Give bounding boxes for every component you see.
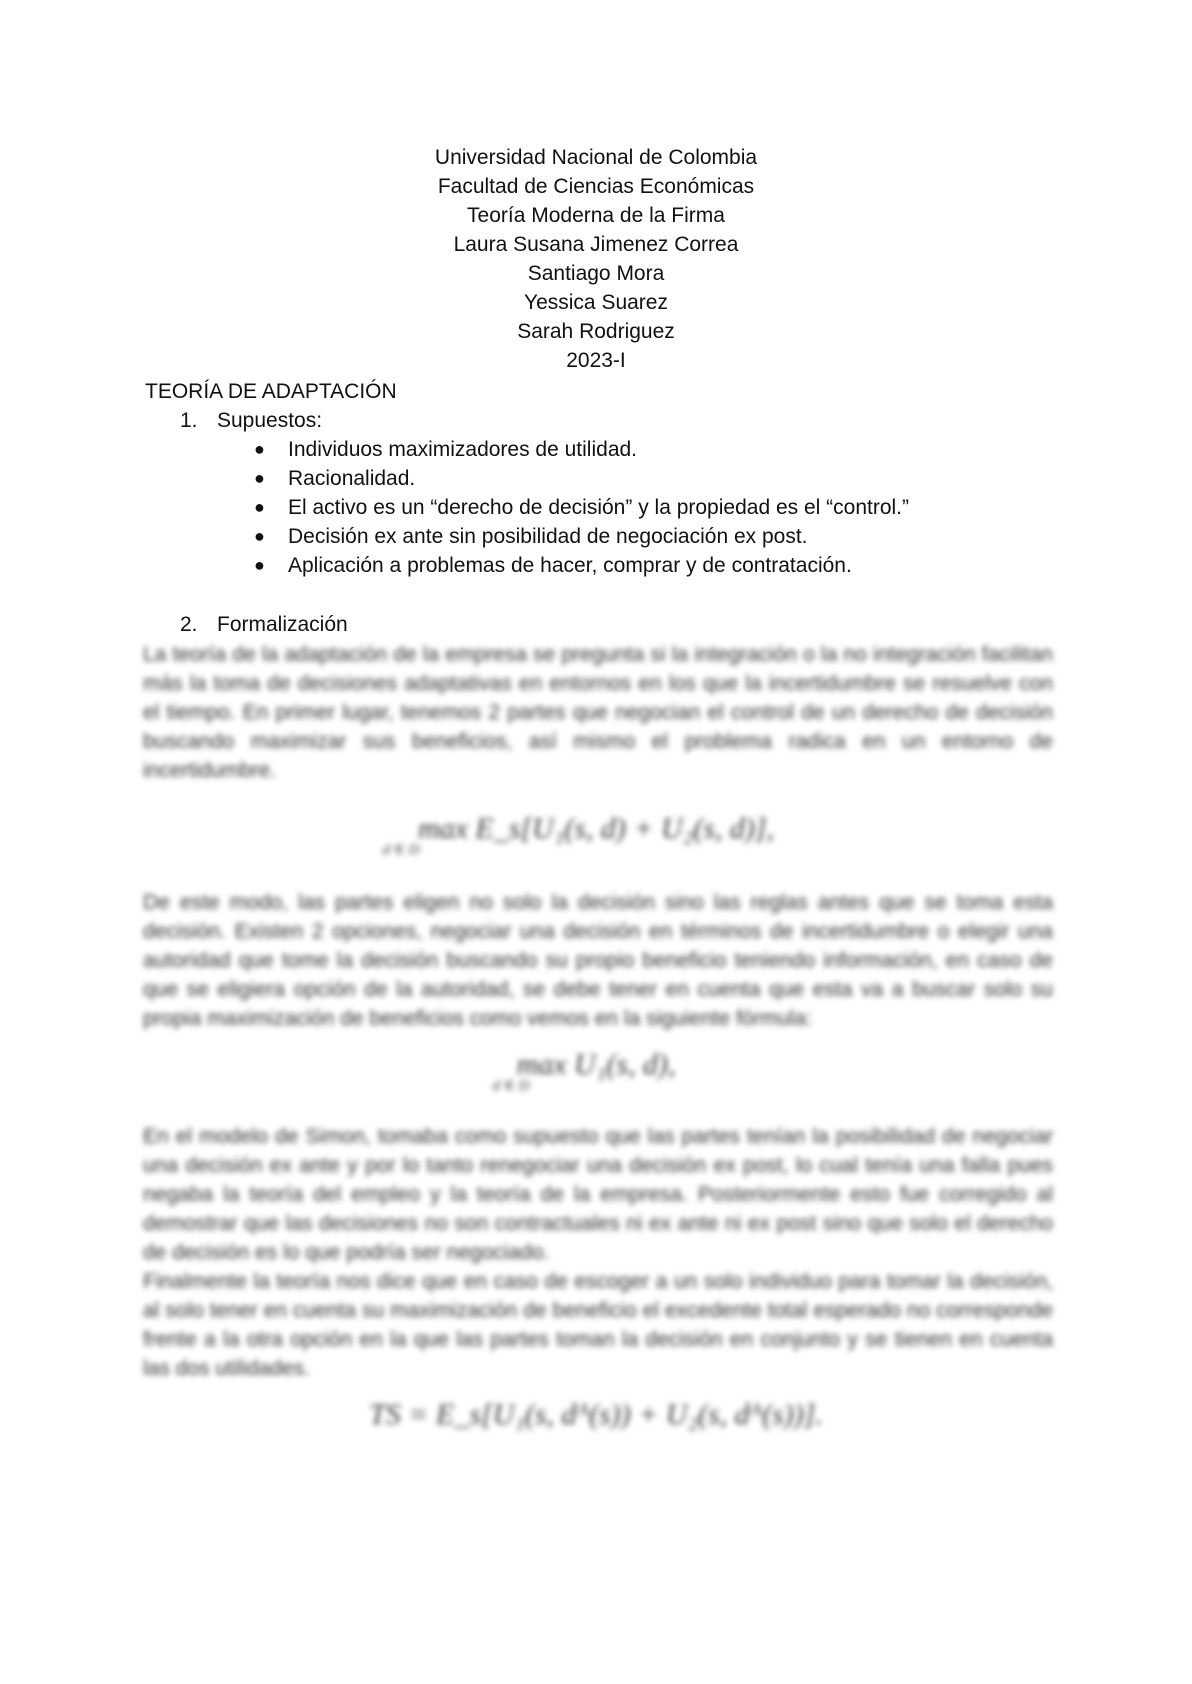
author-name: Sarah Rodriguez — [517, 320, 675, 343]
faculty-name: Facultad de Ciencias Económicas — [437, 175, 755, 198]
formula-joint-maximization: max E_s[U₁(s, d) + U₂(s, d)], d ∈ D — [382, 812, 775, 858]
body-paragraph: La teoría de la adaptación de la empresa se pregunta si la integración o la no integración facilitan más la toma de decisiones adaptativas en entornos en los que la incertidumbre se resuelve con el tiempo. En primer lugar, tenemos 2 partes que negocian el control de un derecho de decisión buscando maximizar sus beneficios, así mismo el problema radica en un entorno de incertidumbre. — [143, 643, 1053, 782]
section-title: TEORÍA DE ADAPTACIÓN — [145, 380, 397, 403]
list-item: ● Decisión ex ante sin posibilidad de negociación ex post. — [250, 522, 909, 551]
document-header — [0, 143, 1192, 375]
formula-total-surplus: TS = E_s[U₁(s, dᴬ(s)) + U₂(s, dᴬ(s))]. — [369, 1398, 823, 1431]
bullet-icon: ● — [254, 497, 265, 517]
bullet-icon: ● — [254, 439, 265, 459]
formula-authority-maximization: max U₁(s, d), d ∈ D — [492, 1048, 676, 1094]
academic-term: 2023-I — [566, 349, 626, 372]
item-number: 2. — [180, 613, 198, 636]
assumptions-list — [250, 435, 909, 580]
author-name: Laura Susana Jimenez Correa — [453, 233, 739, 256]
course-name: Teoría Moderna de la Firma — [467, 204, 725, 227]
item-number: 1. — [180, 409, 198, 432]
author-name: Yessica Suarez — [524, 291, 668, 314]
bullet-icon: ● — [254, 468, 265, 488]
item-label: Supuestos: — [217, 409, 323, 432]
body-paragraph: En el modelo de Simon, tomaba como supuesto que las partes tenían la posibilidad de negociar una decisión ex ante y por lo tanto renegociar una decisión ex post, lo cual tenía una falla pues negaba la teoría del empleo y la teoría de la empresa. Posteriormente esto fue corregido al demostrar que las decisiones no son contractuales ni ex ante ni ex post sino que solo el derecho de decisión es lo que podría ser negociado. — [143, 1125, 1053, 1264]
list-item: ● Racionalidad. — [250, 464, 909, 493]
list-item: ● Aplicación a problemas de hacer, comprar y de contratación. — [250, 551, 909, 580]
bullet-icon: ● — [254, 555, 265, 575]
author-name: Santiago Mora — [527, 262, 665, 285]
body-paragraph: Finalmente la teoría nos dice que en caso de escoger a un solo individuo para tomar la decisión, al solo tener en cuenta su maximización de beneficio el excedente total esperado no corresponde frente a la otra opción en la que las partes toman la decisión en conjunto y se tienen en cuenta las dos utilidades. — [143, 1270, 1053, 1380]
list-item: ● El activo es un “derecho de decisión” y la propiedad es el “control.” — [250, 493, 909, 522]
item-label: Formalización — [217, 613, 348, 636]
bullet-icon: ● — [254, 526, 265, 546]
numbered-item-formalization — [180, 610, 348, 639]
university-name: Universidad Nacional de Colombia — [434, 146, 758, 169]
body-paragraph: De este modo, las partes eligen no solo la decisión sino las reglas antes que se toma esta decisión. Existen 2 opciones, negociar una decisión en términos de incertidumbre o elegir una autoridad que tome la decisión buscando su propio beneficio teniendo información, en caso de que se eligiera opción de la autoridad, se debe tener en cuenta que esta va a buscar solo su propia maximización de beneficios como vemos en la siguiente fórmula: — [143, 891, 1053, 1030]
list-item: ● Individuos maximizadores de utilidad. — [250, 435, 909, 464]
numbered-item-assumptions — [180, 406, 322, 435]
